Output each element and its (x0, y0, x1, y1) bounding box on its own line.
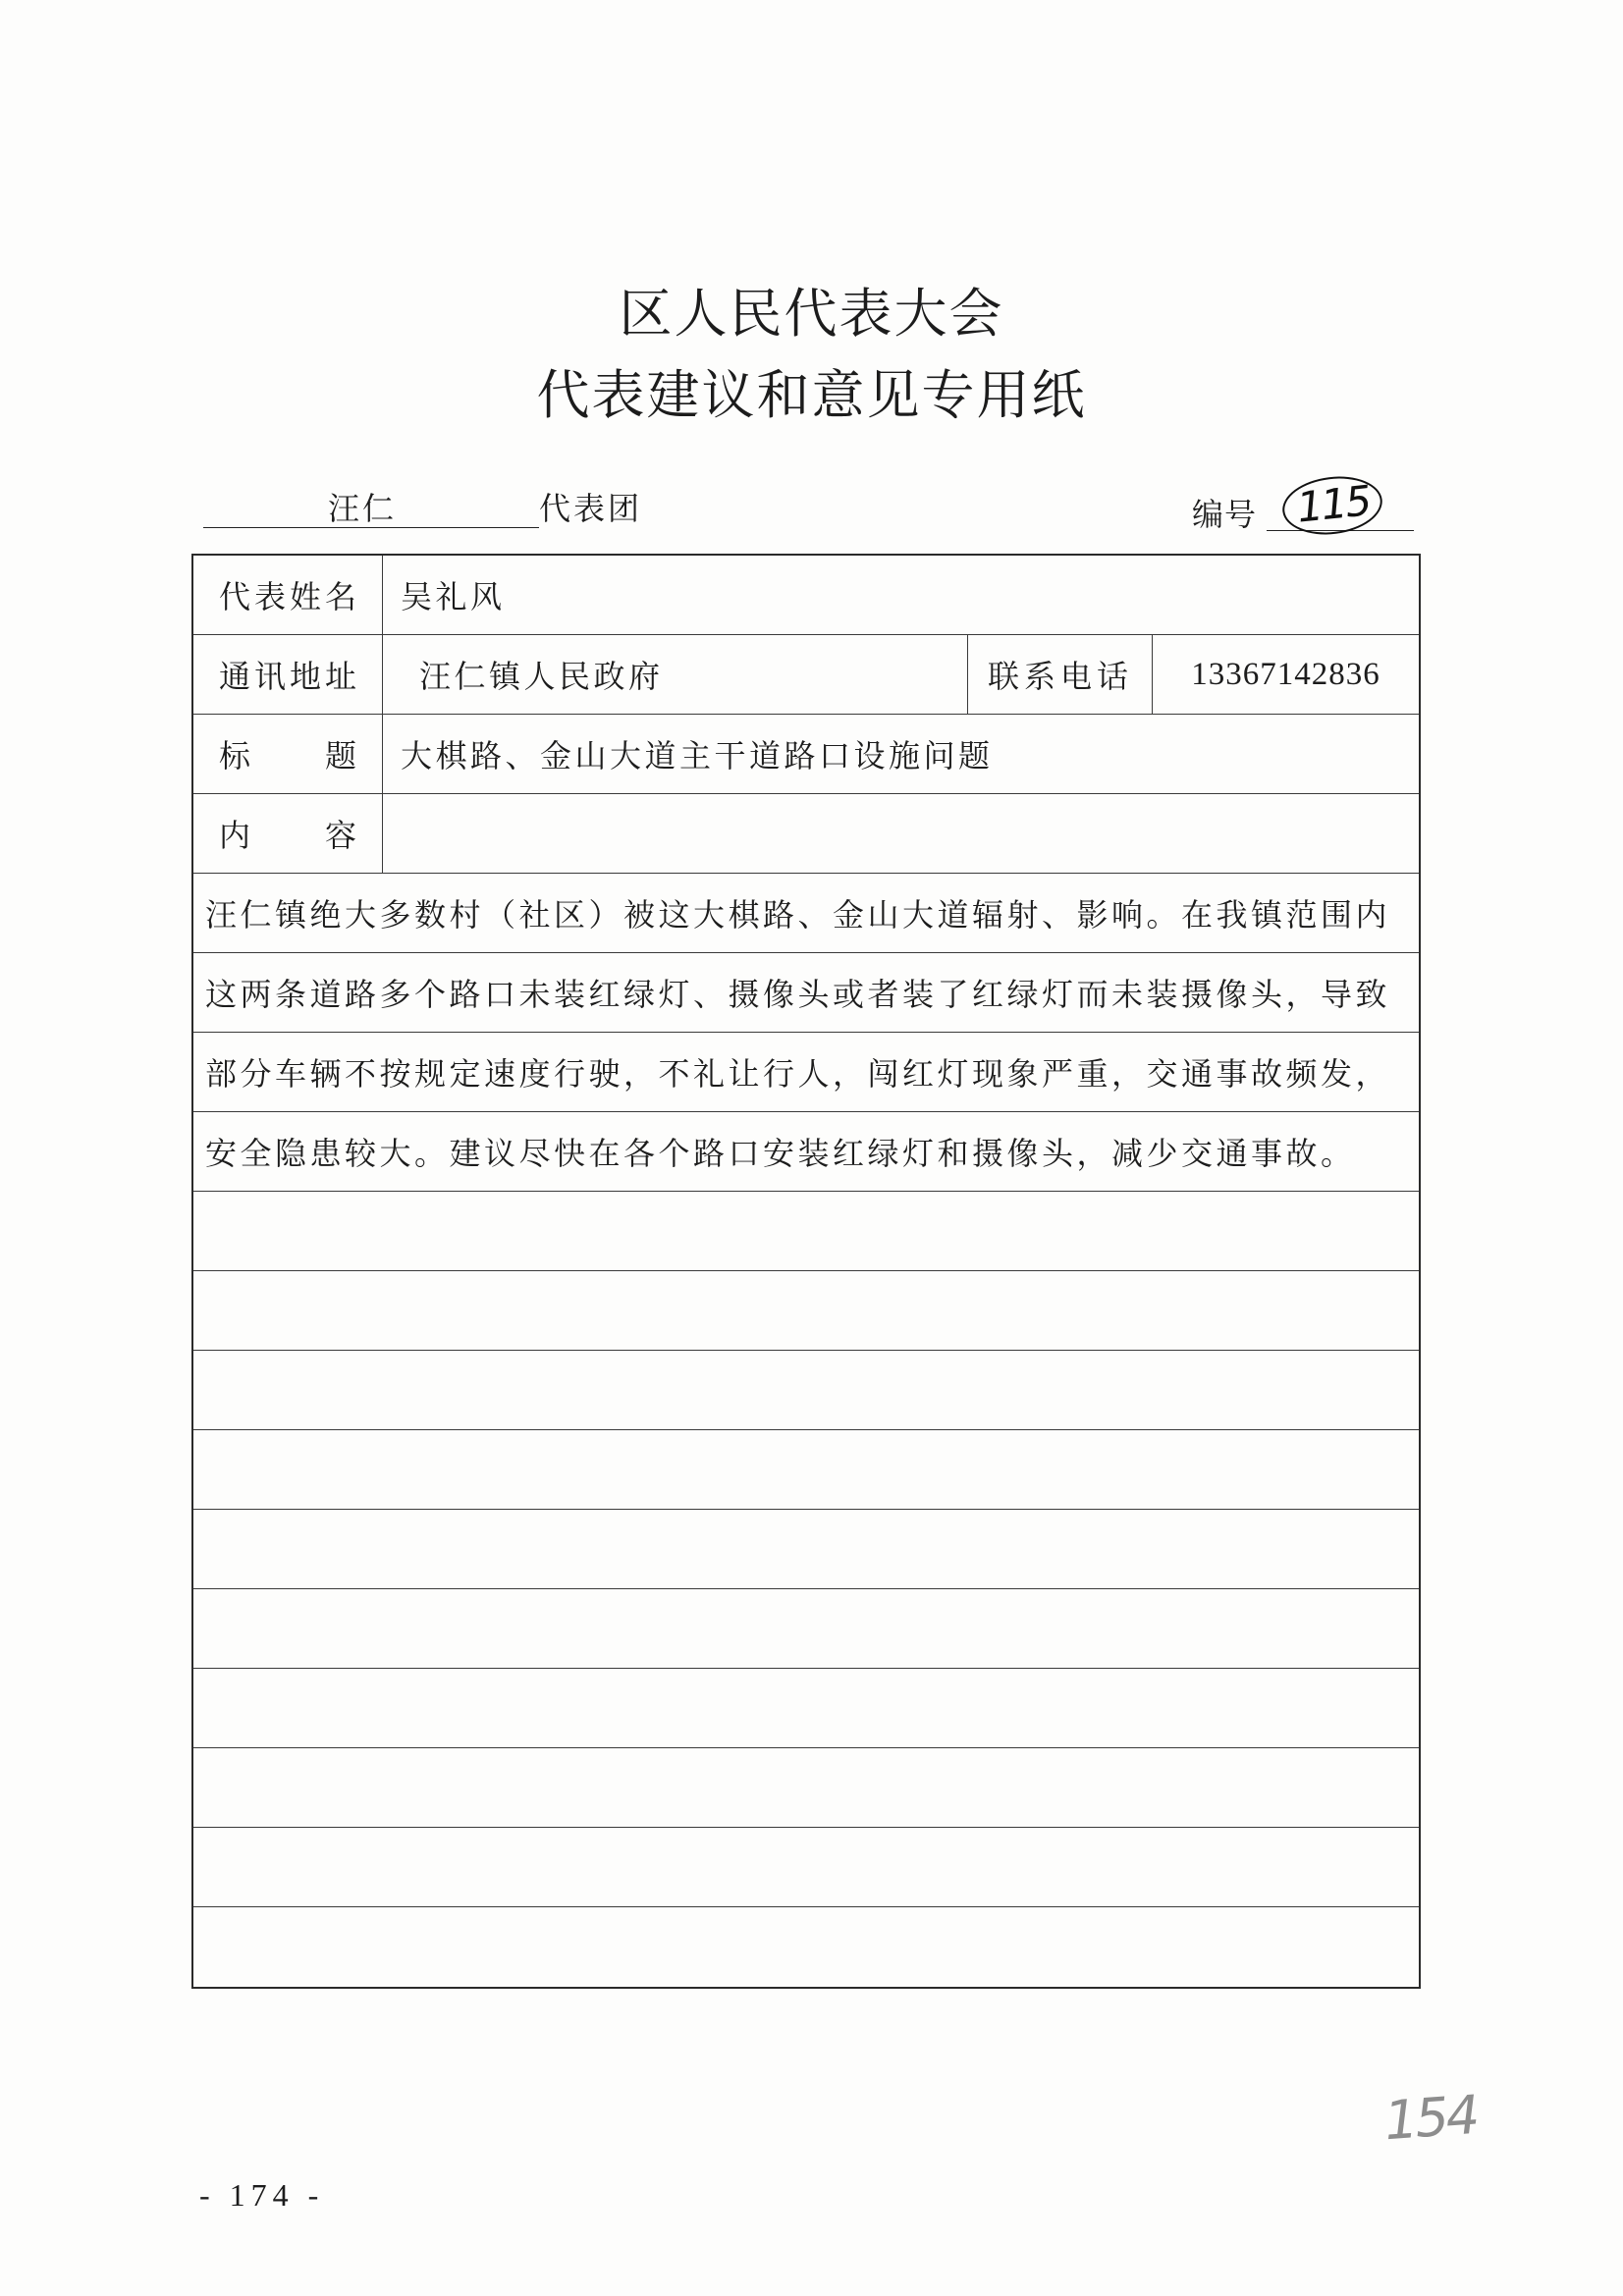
blank-line-cell (193, 1669, 1419, 1747)
row-delegate-name (193, 556, 1419, 635)
blank-line (193, 1589, 1419, 1669)
address-label: 通讯地址 (219, 658, 356, 695)
blank-line (193, 1430, 1419, 1510)
blank-line-cell (193, 1192, 1419, 1270)
row-subject (193, 715, 1419, 794)
content-label: 内 容 (219, 817, 356, 854)
blank-line (193, 1828, 1419, 1907)
address-label-cell (193, 635, 383, 714)
phone-value: 13367142836 (1191, 656, 1380, 692)
blank-line-cell (193, 1589, 1419, 1668)
suggestion-form-table (191, 554, 1421, 1989)
delegate-name-value: 吴礼风 (401, 578, 506, 615)
blank-line-cell (193, 1351, 1419, 1429)
delegation-suffix: 代表团 (539, 490, 643, 527)
content-line-text: 这两条道路多个路口未装红绿灯、摄像头或者装了红绿灯而未装摄像头，导致 (205, 976, 1391, 1013)
content-line (193, 1112, 1419, 1192)
blank-line-cell (193, 1828, 1419, 1906)
blank-line-cell (193, 1510, 1419, 1588)
blank-line (193, 1510, 1419, 1589)
content-line-text: 部分车辆不按规定速度行驶，不礼让行人，闯红灯现象严重，交通事故频发， (205, 1055, 1391, 1093)
content-header-blank (383, 794, 1419, 873)
content-line-text: 汪仁镇绝大多数村（社区）被这大棋路、金山大道辐射、影响。在我镇范围内 (205, 896, 1391, 934)
blank-line-cell (193, 1907, 1419, 1987)
blank-line (193, 1271, 1419, 1351)
content-line (193, 874, 1419, 953)
blank-line (193, 1351, 1419, 1430)
page-number: - 174 - (199, 2177, 325, 2213)
content-line (193, 953, 1419, 1033)
delegate-name-label: 代表姓名 (219, 578, 356, 615)
address-value: 汪仁镇人民政府 (383, 635, 968, 714)
row-address-phone (193, 635, 1419, 715)
content-line-text: 安全隐患较大。建议尽快在各个路口安装红绿灯和摄像头，减少交通事故。 (205, 1135, 1356, 1172)
blank-line-cell (193, 1271, 1419, 1350)
form-title: 区人民代表大会 (619, 283, 1004, 345)
subject-label: 标 题 (219, 737, 356, 774)
blank-line-cell (193, 1430, 1419, 1509)
serial-number-label: 编号 (1192, 496, 1258, 533)
content-label-cell (193, 794, 383, 873)
subject-label-cell (193, 715, 383, 793)
phone-label: 联系电话 (988, 658, 1128, 695)
row-content-header (193, 794, 1419, 874)
handwritten-page-number: 154 (1381, 2083, 1480, 2153)
form-subtitle: 代表建议和意见专用纸 (536, 364, 1087, 426)
blank-line-cell (193, 1748, 1419, 1827)
blank-line (193, 1192, 1419, 1271)
content-line (193, 1033, 1419, 1112)
blank-line (193, 1748, 1419, 1828)
phone-label-cell (968, 635, 1153, 714)
delegation-name: 汪仁 (203, 489, 539, 528)
delegate-name-label-cell (193, 556, 383, 634)
blank-line (193, 1907, 1419, 1987)
serial-number-handwritten: 115 (1294, 476, 1373, 532)
blank-line (193, 1669, 1419, 1748)
subject-value: 大棋路、金山大道主干道路口设施问题 (401, 737, 994, 774)
